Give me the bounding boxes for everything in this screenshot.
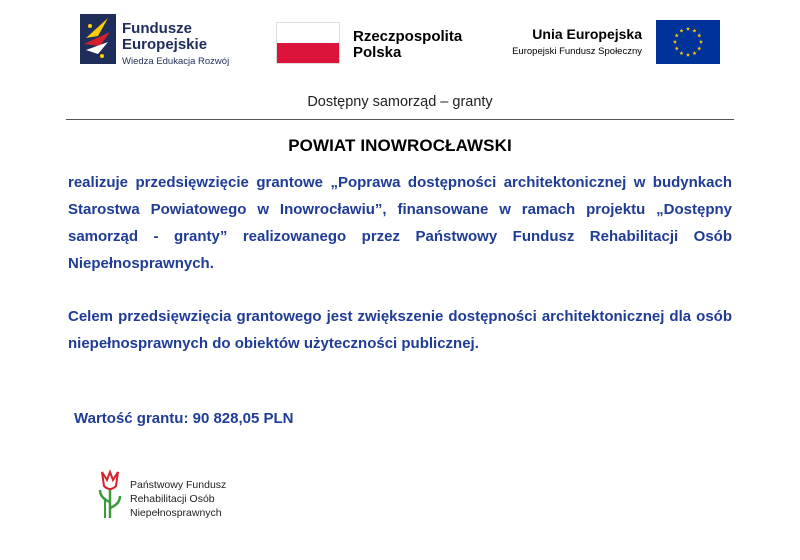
eu-flag-icon (656, 20, 720, 64)
pl-logo-line2: Polska (353, 44, 402, 61)
ue-logo-line1: Unia Europejska (532, 26, 642, 42)
fundusze-europejskie-emblem-icon (80, 14, 116, 64)
project-description: realizuje przedsięwzięcie grantowe „Poprawa dostępności architektonicznej w budynkach Starostwa Powiatowego w Inowrocławiu”, finansowane w ramach projektu „Dostępny samorząd - granty” realizowanego przez Państwowy Fundusz Rehabilitacji Osób Niepełnosprawnych. (68, 174, 732, 272)
unia-europejska-logo (500, 20, 720, 68)
pfron-logo-line2: Rehabilitacji Osób (130, 493, 215, 505)
program-subtitle: Dostępny samorząd – granty (307, 94, 493, 110)
pfron-logo-line3: Niepełnosprawnych (130, 507, 222, 519)
fe-logo-tagline: Wiedza Edukacja Rozwój (122, 56, 230, 67)
header-divider (66, 119, 734, 120)
rzeczpospolita-polska-logo (276, 22, 476, 68)
project-goal: Celem przedsięwzięcia grantowego jest zwiększenie dostępności architektonicznej dla osób niepełnosprawnych do obiektów użyteczności publicznej. (68, 308, 732, 352)
pfron-logo-line1: Państwowy Fundusz (130, 479, 227, 491)
polish-flag-icon (276, 22, 340, 64)
ue-logo-line2: Europejski Fundusz Społeczny (512, 46, 642, 57)
pfron-logo (94, 468, 294, 528)
pl-logo-line1: Rzeczpospolita (353, 28, 463, 45)
page-title: POWIAT INOWROCŁAWSKI (288, 136, 512, 155)
grant-value: Wartość grantu: 90 828,05 PLN (74, 410, 294, 427)
fe-logo-line2: Europejskie (122, 36, 208, 53)
fundusze-europejskie-logo (80, 14, 260, 74)
pfron-tulip-icon (94, 468, 126, 522)
fe-logo-line1: Fundusze (122, 20, 192, 37)
